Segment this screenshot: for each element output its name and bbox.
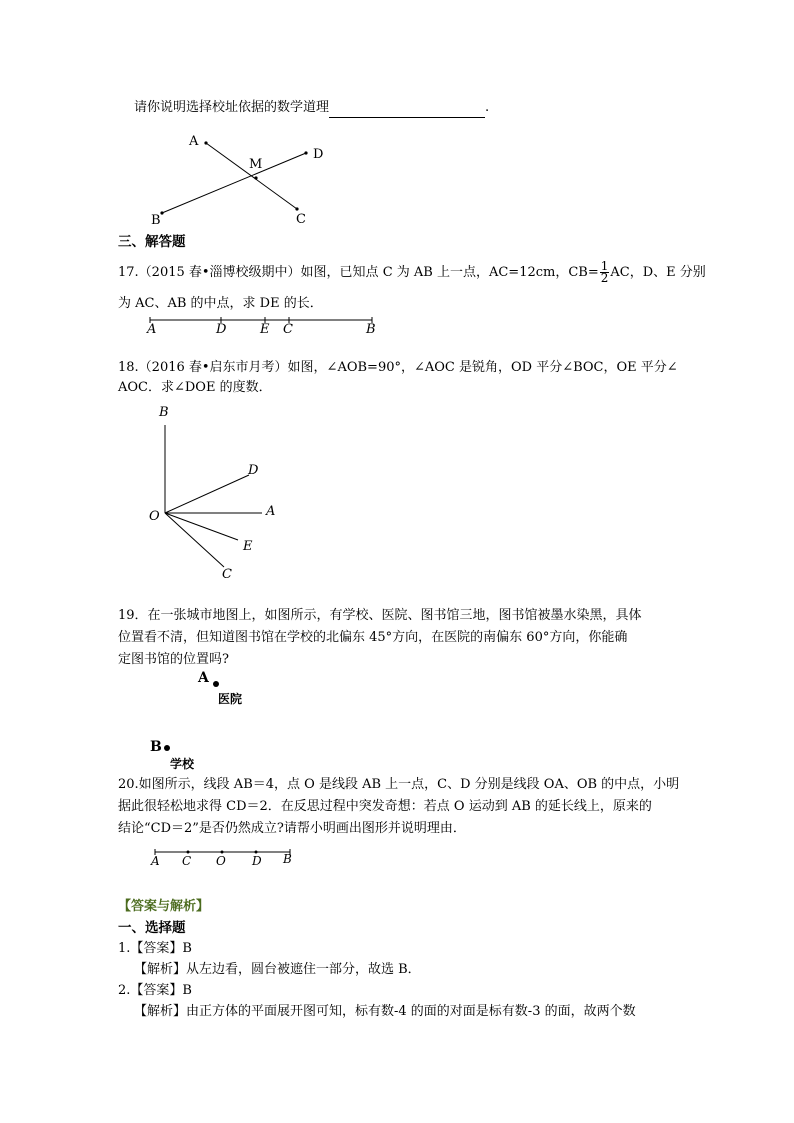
fraction-numerator: 1: [600, 259, 609, 273]
fraction-denominator: 2: [600, 271, 609, 285]
section-heading: 三、解答题: [118, 234, 186, 250]
q20-line2: 据此很轻松地求得 CD＝2．在反思过程中突发奇想：若点 O 运动到 AB 的延长线上，原来的: [118, 799, 652, 814]
label-m: M: [249, 157, 263, 172]
point-b-label: B: [150, 739, 162, 755]
label-d: D: [248, 463, 259, 478]
q16-prompt: 请你说明选择校址依据的数学道理: [134, 100, 330, 115]
label-b: B: [159, 405, 169, 420]
explanation-1: 【解析】从左边看，圆台被遮住一部分，故选 B．: [134, 962, 421, 977]
label-c: C: [182, 854, 192, 868]
q20-line3: 结论“CD＝2”是否仍然成立?请帮小明画出图形并说明理由．: [118, 821, 466, 836]
label-c: C: [296, 212, 306, 227]
label-c: C: [222, 567, 232, 582]
q17-line2: 为 AC、AB 的中点，求 DE 的长．: [118, 296, 323, 311]
explanation-2: 【解析】由正方体的平面展开图可知，标有数-4 的面的对面是标有数-3 的面，故两个数: [134, 1004, 636, 1019]
answers-section-heading: 一、选择题: [118, 920, 186, 936]
point-a-label: A: [198, 670, 209, 686]
label-a: A: [147, 322, 157, 337]
label-e: E: [260, 322, 270, 337]
label-d: D: [216, 322, 227, 337]
q19-line3: 定图书馆的位置吗?: [118, 652, 229, 667]
label-d: D: [252, 854, 262, 868]
label-b: B: [366, 322, 376, 337]
q20-line1: 20.如图所示，线段 AB＝4，点 O 是线段 AB 上一点，C、D 分别是线段 OA、OB 的中点，小明: [118, 777, 680, 792]
label-c: C: [283, 322, 293, 337]
q19-line1: 19．在一张城市地图上，如图所示，有学校、医院、图书馆三地，图书馆被墨水染黑，具体: [118, 608, 642, 623]
label-b: B: [151, 213, 161, 228]
label-o: O: [216, 854, 226, 868]
q18-line2: AOC．求∠DOE 的度数．: [118, 380, 272, 395]
q18-line1: 18.（2016 春•启东市月考）如图，∠AOB=90°，∠AOC 是锐角，OD 平分∠BOC，OE 平分∠: [118, 360, 678, 375]
label-o: O: [149, 509, 160, 524]
hospital-label: 医院: [218, 692, 243, 706]
label-e: E: [243, 539, 253, 554]
q17-text-pre: 17.（2015 春•淄博校级期中）如图，已知点 C 为 AB 上一点，AC=12cm，CB=: [118, 265, 599, 280]
answer-2: 2.【答案】B: [118, 983, 192, 998]
q19-line2: 位置看不清，但知道图书馆在学校的北偏东 45°方向，在医院的南偏东 60°方向，你能确: [118, 630, 628, 645]
school-label: 学校: [170, 757, 195, 771]
label-a: A: [151, 854, 160, 868]
label-d: D: [313, 147, 324, 162]
label-a: A: [266, 504, 276, 519]
q17-text-post: AC，D、E 分别: [610, 265, 706, 280]
q16-end: .: [485, 100, 490, 115]
label-a: A: [189, 134, 199, 149]
label-b: B: [283, 852, 292, 866]
answers-title: 【答案与解析】: [118, 899, 210, 914]
answer-1: 1.【答案】B: [118, 941, 192, 956]
